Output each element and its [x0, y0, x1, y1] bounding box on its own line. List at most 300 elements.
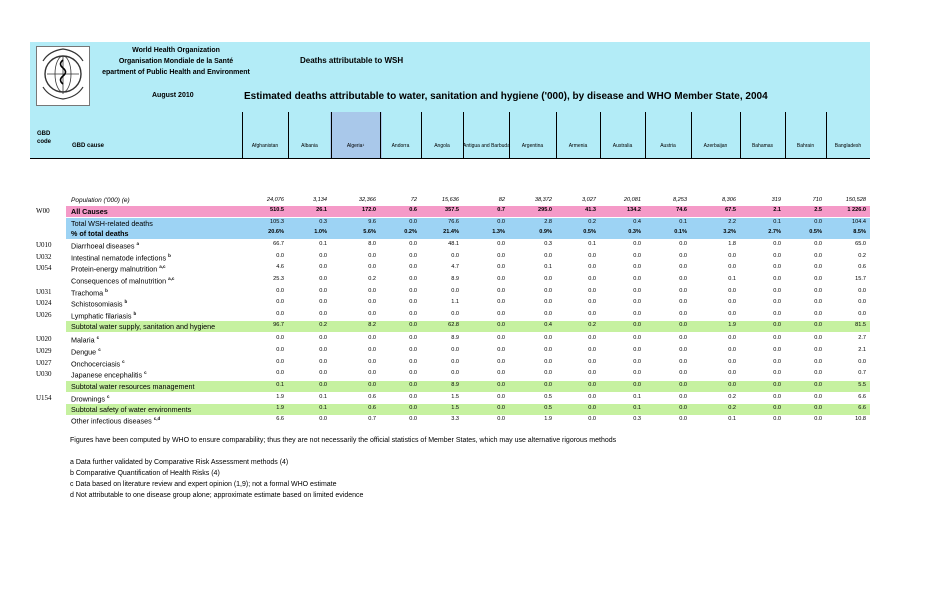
table-cell[interactable]: 0.0: [368, 299, 376, 305]
table-cell[interactable]: 62.8: [448, 322, 459, 328]
row-label-text: Subtotal water resources management: [71, 382, 195, 391]
table-cell[interactable]: 0.0: [679, 382, 687, 388]
table-cell[interactable]: 172.0: [362, 207, 376, 213]
table-cell[interactable]: 0.0: [814, 288, 822, 294]
table-cell[interactable]: 0.0: [773, 264, 781, 270]
table-cell[interactable]: 0.0: [451, 370, 459, 376]
table-cell[interactable]: 0.0: [497, 335, 505, 341]
table-cell[interactable]: 0.0: [633, 253, 641, 259]
table-cell[interactable]: 0.0: [497, 394, 505, 400]
table-cell[interactable]: 0.0: [409, 299, 417, 305]
column-header[interactable]: Angola: [434, 143, 450, 149]
table-cell[interactable]: 5.6%: [363, 229, 376, 235]
table-cell[interactable]: 0.0: [679, 264, 687, 270]
table-cell[interactable]: 0.1: [588, 241, 596, 247]
table-cell[interactable]: 0.0: [368, 347, 376, 353]
table-cell[interactable]: 0.0: [773, 382, 781, 388]
table-row: [0, 347, 937, 358]
table-cell[interactable]: 0.7: [497, 207, 505, 213]
table-cell[interactable]: 0.0: [633, 382, 641, 388]
table-cell[interactable]: 8.0: [368, 241, 376, 247]
table-cell[interactable]: 0.0: [814, 335, 822, 341]
table-cell[interactable]: 1.5: [451, 405, 459, 411]
table-cell[interactable]: 41.3: [585, 207, 596, 213]
table-cell[interactable]: 0.0: [588, 311, 596, 317]
table-cell[interactable]: 319: [771, 197, 781, 203]
table-cell[interactable]: 0.0: [409, 394, 417, 400]
table-cell[interactable]: 0.0: [276, 288, 284, 294]
table-cell[interactable]: 8.9: [451, 276, 459, 282]
table-cell[interactable]: 0.0: [773, 416, 781, 422]
table-cell[interactable]: 6.6: [858, 394, 866, 400]
table-cell[interactable]: 65.0: [855, 241, 866, 247]
table-cell[interactable]: 1.1: [451, 299, 459, 305]
table-cell[interactable]: 0.0: [319, 264, 327, 270]
table-cell[interactable]: 0.0: [679, 347, 687, 353]
table-cell[interactable]: 0.0: [728, 264, 736, 270]
table-cell[interactable]: 710: [812, 197, 822, 203]
table-cell[interactable]: 0.4: [544, 322, 552, 328]
table-cell[interactable]: 2.7: [858, 335, 866, 341]
table-cell[interactable]: 0.2%: [404, 229, 417, 235]
table-cell[interactable]: 0.0: [544, 276, 552, 282]
gbd-code: U010: [36, 241, 52, 249]
table-cell[interactable]: 1.9: [276, 405, 284, 411]
footnote-a: a Data further validated by Comparative Risk Assessment methods (4): [70, 459, 289, 466]
table-cell[interactable]: 2.1: [773, 207, 781, 213]
table-cell[interactable]: 0.0: [679, 288, 687, 294]
table-cell[interactable]: 1.5: [451, 394, 459, 400]
table-cell[interactable]: 0.0: [633, 370, 641, 376]
table-cell[interactable]: 0.0: [544, 253, 552, 259]
table-cell[interactable]: 8.2: [368, 322, 376, 328]
table-cell[interactable]: 150,528: [845, 197, 866, 203]
table-cell[interactable]: 0.0: [409, 382, 417, 388]
table-cell[interactable]: 8.9: [451, 335, 459, 341]
table-cell[interactable]: 0.0: [633, 276, 641, 282]
table-cell[interactable]: 0.0: [588, 370, 596, 376]
table-cell[interactable]: 74.6: [676, 207, 687, 213]
table-cell[interactable]: 1.8: [728, 241, 736, 247]
table-cell[interactable]: 0.2: [728, 394, 736, 400]
sheet-title: Deaths attributable to WSH: [300, 56, 404, 65]
column-header[interactable]: Armenia: [568, 143, 588, 149]
table-cell[interactable]: 0.0: [588, 347, 596, 353]
table-cell[interactable]: 1 226.0: [847, 207, 866, 213]
table-cell[interactable]: 0.0: [814, 264, 822, 270]
table-cell[interactable]: 0.1: [633, 405, 641, 411]
table-cell[interactable]: 0.0: [497, 264, 505, 270]
table-cell[interactable]: 0.0: [409, 219, 417, 225]
table-cell[interactable]: 0.0: [814, 241, 822, 247]
table-cell[interactable]: 0.6: [409, 207, 417, 213]
table-cell[interactable]: 0.0: [319, 370, 327, 376]
column-header[interactable]: Austria: [660, 143, 676, 149]
table-cell[interactable]: 0.0: [728, 311, 736, 317]
table-cell[interactable]: 0.0: [497, 253, 505, 259]
table-cell[interactable]: 0.0: [409, 322, 417, 328]
table-cell[interactable]: 0.0: [544, 288, 552, 294]
table-cell[interactable]: 0.6: [368, 405, 376, 411]
table-cell[interactable]: 0.0: [409, 347, 417, 353]
table-cell[interactable]: 0.0: [588, 382, 596, 388]
table-cell[interactable]: 0.0: [276, 253, 284, 259]
table-cell[interactable]: 0.0: [728, 299, 736, 305]
table-cell[interactable]: 0.0: [497, 359, 505, 365]
table-cell[interactable]: 0.0: [814, 394, 822, 400]
table-cell[interactable]: 0.5%: [583, 229, 596, 235]
table-cell[interactable]: 2.1: [858, 347, 866, 353]
table-cell[interactable]: 0.0: [544, 335, 552, 341]
table-cell[interactable]: 3.3: [451, 416, 459, 422]
table-cell[interactable]: 0.7: [368, 416, 376, 422]
table-cell[interactable]: 0.0: [497, 311, 505, 317]
table-cell[interactable]: 0.3: [319, 219, 327, 225]
table-cell[interactable]: 8,253: [673, 197, 687, 203]
table-cell[interactable]: 0.0: [858, 288, 866, 294]
table-cell[interactable]: 0.0: [497, 322, 505, 328]
table-cell[interactable]: 0.1: [773, 219, 781, 225]
table-cell[interactable]: 0.0: [773, 322, 781, 328]
table-cell[interactable]: 0.3: [633, 416, 641, 422]
table-cell[interactable]: 0.0: [368, 382, 376, 388]
table-cell[interactable]: 0.4: [633, 219, 641, 225]
table-cell[interactable]: 0.0: [773, 276, 781, 282]
table-cell[interactable]: 0.1: [319, 241, 327, 247]
table-cell[interactable]: 4.7: [451, 264, 459, 270]
table-cell[interactable]: 0.0: [368, 311, 376, 317]
table-cell[interactable]: 0.0: [497, 416, 505, 422]
table-cell[interactable]: 10.8: [855, 416, 866, 422]
table-cell[interactable]: 0.0: [814, 416, 822, 422]
table-cell[interactable]: 0.0: [409, 359, 417, 365]
column-header[interactable]: Australia: [612, 143, 633, 149]
table-cell[interactable]: 0.1: [319, 405, 327, 411]
table-cell[interactable]: 15,636: [441, 197, 459, 203]
table-cell[interactable]: 0.0: [773, 241, 781, 247]
table-cell[interactable]: 0.0: [814, 370, 822, 376]
table-cell[interactable]: 0.0: [368, 335, 376, 341]
table-cell[interactable]: 0.0: [368, 288, 376, 294]
table-cell[interactable]: 81.5: [855, 322, 866, 328]
table-cell[interactable]: 0.0: [409, 276, 417, 282]
table-cell[interactable]: 20.6%: [268, 229, 284, 235]
table-cell[interactable]: 0.0: [497, 276, 505, 282]
table-cell[interactable]: 0.0: [814, 405, 822, 411]
table-cell[interactable]: 0.0: [814, 359, 822, 365]
table-cell[interactable]: 25.3: [273, 276, 284, 282]
table-cell[interactable]: 0.0: [773, 335, 781, 341]
table-cell[interactable]: 72: [410, 197, 417, 203]
table-cell[interactable]: 0.0: [276, 299, 284, 305]
table-cell[interactable]: 0.0: [858, 359, 866, 365]
table-cell[interactable]: 0.0: [773, 347, 781, 353]
table-cell[interactable]: 0.0: [588, 253, 596, 259]
table-cell[interactable]: 3.2%: [723, 229, 736, 235]
table-cell[interactable]: 0.0: [409, 370, 417, 376]
table-cell[interactable]: 2.8: [544, 219, 552, 225]
table-cell[interactable]: 6.6: [276, 416, 284, 422]
table-cell[interactable]: 0.0: [633, 322, 641, 328]
table-cell[interactable]: 0.1: [633, 394, 641, 400]
table-cell[interactable]: 1.0%: [314, 229, 327, 235]
table-cell[interactable]: 0.0: [451, 359, 459, 365]
table-cell[interactable]: 0.0: [276, 370, 284, 376]
gbd-code: U020: [36, 335, 52, 343]
table-cell[interactable]: 0.3%: [628, 229, 641, 235]
table-cell[interactable]: 0.0: [451, 311, 459, 317]
table-cell[interactable]: 2.2: [728, 219, 736, 225]
table-cell[interactable]: 0.0: [679, 299, 687, 305]
table-cell[interactable]: 20,081: [623, 197, 641, 203]
table-cell[interactable]: 96.7: [273, 322, 284, 328]
column-header[interactable]: Andorra: [391, 143, 410, 149]
table-cell[interactable]: 0.5: [544, 405, 552, 411]
table-cell[interactable]: 8,306: [722, 197, 736, 203]
table-cell[interactable]: 0.0: [679, 253, 687, 259]
table-cell[interactable]: 0.0: [276, 347, 284, 353]
table-cell[interactable]: 0.0: [409, 288, 417, 294]
table-cell[interactable]: 4.6: [276, 264, 284, 270]
column-header[interactable]: Antigua and Barbuda: [463, 143, 510, 149]
table-cell[interactable]: 0.0: [814, 299, 822, 305]
table-cell[interactable]: 0.0: [497, 241, 505, 247]
table-cell[interactable]: 0.0: [451, 347, 459, 353]
table-cell[interactable]: 0.5%: [809, 229, 822, 235]
table-cell[interactable]: 0.0: [773, 288, 781, 294]
table-cell[interactable]: 0.1: [679, 219, 687, 225]
table-cell[interactable]: 0.0: [451, 288, 459, 294]
table-cell[interactable]: 0.0: [276, 359, 284, 365]
column-header[interactable]: Afghanistan: [251, 143, 279, 149]
table-cell[interactable]: 0.6: [858, 264, 866, 270]
table-cell[interactable]: 2.5: [814, 207, 822, 213]
table-cell[interactable]: 0.6: [368, 394, 376, 400]
table-cell[interactable]: 1.9: [728, 322, 736, 328]
table-cell[interactable]: 0.0: [544, 359, 552, 365]
table-cell[interactable]: 0.2: [588, 219, 596, 225]
column-header[interactable]: Bangladesh: [834, 143, 862, 149]
table-cell[interactable]: 0.2: [728, 405, 736, 411]
table-cell[interactable]: 0.0: [588, 276, 596, 282]
table-cell[interactable]: 0.0: [319, 382, 327, 388]
table-cell[interactable]: 0.0: [276, 311, 284, 317]
table-cell[interactable]: 0.0: [319, 359, 327, 365]
table-cell[interactable]: 0.9%: [539, 229, 552, 235]
table-cell[interactable]: 0.2: [368, 276, 376, 282]
column-header[interactable]: Azerbaijan: [703, 143, 728, 149]
table-cell[interactable]: 2.7%: [768, 229, 781, 235]
table-cell[interactable]: 48.1: [448, 241, 459, 247]
table-cell[interactable]: 26.1: [316, 207, 327, 213]
table-cell[interactable]: 0.0: [544, 370, 552, 376]
table-cell[interactable]: 0.0: [319, 299, 327, 305]
column-header[interactable]: Argentina: [521, 143, 544, 149]
column-header[interactable]: Bahamas: [751, 143, 774, 149]
table-cell[interactable]: 0.0: [633, 335, 641, 341]
table-cell[interactable]: 0.2: [319, 322, 327, 328]
table-cell[interactable]: 0.0: [633, 288, 641, 294]
table-cell[interactable]: 38,372: [534, 197, 552, 203]
table-cell[interactable]: 0.0: [588, 288, 596, 294]
table-cell[interactable]: 0.0: [588, 264, 596, 270]
table-cell[interactable]: 8.5%: [853, 229, 866, 235]
table-cell[interactable]: 8.9: [451, 382, 459, 388]
table-cell[interactable]: 0.0: [773, 253, 781, 259]
table-cell[interactable]: 357.5: [445, 207, 459, 213]
table-cell[interactable]: 0.0: [368, 359, 376, 365]
table-cell[interactable]: 0.0: [728, 288, 736, 294]
table-cell[interactable]: 0.0: [814, 276, 822, 282]
table-cell[interactable]: 0.0: [588, 394, 596, 400]
table-cell[interactable]: 0.0: [679, 370, 687, 376]
table-cell[interactable]: 0.0: [497, 288, 505, 294]
table-cell[interactable]: 0.0: [588, 335, 596, 341]
table-cell[interactable]: 0.0: [588, 299, 596, 305]
table-cell[interactable]: 0.0: [409, 335, 417, 341]
table-cell[interactable]: 0.0: [497, 405, 505, 411]
table-cell[interactable]: 0.1: [319, 394, 327, 400]
table-cell[interactable]: 15.7: [855, 276, 866, 282]
table-cell[interactable]: 3,027: [582, 197, 596, 203]
table-cell[interactable]: 295.0: [538, 207, 552, 213]
table-cell[interactable]: 0.0: [633, 241, 641, 247]
table-cell[interactable]: 0.0: [451, 253, 459, 259]
table-cell[interactable]: 0.0: [319, 288, 327, 294]
table-cell[interactable]: 0.0: [544, 299, 552, 305]
table-cell[interactable]: 0.0: [773, 370, 781, 376]
table-cell[interactable]: 21.4%: [443, 229, 459, 235]
table-cell[interactable]: 0.0: [319, 335, 327, 341]
table-cell[interactable]: 0.7: [858, 370, 866, 376]
table-cell[interactable]: 0.0: [679, 276, 687, 282]
table-cell[interactable]: 0.0: [497, 347, 505, 353]
table-cell[interactable]: 0.0: [679, 311, 687, 317]
table-cell[interactable]: 0.0: [814, 382, 822, 388]
table-cell[interactable]: 0.0: [409, 253, 417, 259]
table-cell[interactable]: 0.0: [773, 394, 781, 400]
table-cell[interactable]: 0.0: [409, 241, 417, 247]
table-cell[interactable]: 0.0: [814, 311, 822, 317]
table-cell[interactable]: 1.3%: [492, 229, 505, 235]
table-cell[interactable]: 0.0: [633, 347, 641, 353]
table-cell[interactable]: 0.0: [409, 405, 417, 411]
table-cell[interactable]: 0.1%: [674, 229, 687, 235]
table-cell[interactable]: 0.0: [679, 359, 687, 365]
table-cell[interactable]: 0.0: [319, 311, 327, 317]
table-cell[interactable]: 0.0: [728, 347, 736, 353]
table-cell[interactable]: 0.0: [679, 416, 687, 422]
table-cell[interactable]: 0.2: [858, 253, 866, 259]
table-cell[interactable]: 0.0: [728, 359, 736, 365]
table-cell[interactable]: 0.0: [319, 347, 327, 353]
table-cell[interactable]: 0.0: [588, 416, 596, 422]
table-cell[interactable]: 0.0: [728, 382, 736, 388]
column-header[interactable]: Algeria¹: [346, 143, 365, 149]
table-cell[interactable]: 24,076: [266, 197, 284, 203]
table-cell[interactable]: 104.4: [852, 219, 866, 225]
table-cell[interactable]: 5.5: [858, 382, 866, 388]
table-cell[interactable]: 0.2: [588, 322, 596, 328]
table-cell[interactable]: 0.1: [276, 382, 284, 388]
table-cell[interactable]: 0.0: [544, 382, 552, 388]
table-cell[interactable]: 0.0: [728, 370, 736, 376]
table-cell[interactable]: 0.0: [633, 264, 641, 270]
table-cell[interactable]: 66.7: [273, 241, 284, 247]
table-cell[interactable]: 0.1: [728, 416, 736, 422]
table-cell[interactable]: 0.0: [728, 335, 736, 341]
table-cell[interactable]: 0.5: [544, 394, 552, 400]
table-cell[interactable]: 0.3: [544, 241, 552, 247]
table-cell[interactable]: 0.0: [814, 219, 822, 225]
table-cell[interactable]: 0.0: [633, 299, 641, 305]
table-cell[interactable]: 0.0: [858, 299, 866, 305]
table-cell[interactable]: 0.0: [544, 347, 552, 353]
table-cell[interactable]: 0.0: [773, 311, 781, 317]
table-cell[interactable]: 0.0: [368, 370, 376, 376]
table-cell[interactable]: 0.0: [319, 416, 327, 422]
table-cell[interactable]: 0.0: [728, 253, 736, 259]
table-cell[interactable]: 3,134: [313, 197, 327, 203]
table-cell[interactable]: 0.0: [588, 405, 596, 411]
table-cell[interactable]: 510.5: [270, 207, 284, 213]
table-cell[interactable]: 0.0: [679, 394, 687, 400]
table-cell[interactable]: 0.1: [728, 276, 736, 282]
table-cell[interactable]: 1.9: [276, 394, 284, 400]
column-header[interactable]: Albania: [301, 143, 318, 149]
table-cell[interactable]: 0.0: [773, 359, 781, 365]
table-cell[interactable]: 0.0: [814, 322, 822, 328]
table-cell[interactable]: 0.0: [814, 253, 822, 259]
table-cell[interactable]: 9.6: [368, 219, 376, 225]
table-cell[interactable]: 0.0: [497, 382, 505, 388]
table-cell[interactable]: 1.9: [544, 416, 552, 422]
table-cell[interactable]: 0.0: [368, 253, 376, 259]
table-cell[interactable]: 0.0: [773, 405, 781, 411]
table-cell[interactable]: 0.0: [814, 347, 822, 353]
table-cell[interactable]: 0.0: [319, 276, 327, 282]
table-cell[interactable]: 0.0: [633, 359, 641, 365]
table-cell[interactable]: 0.0: [679, 405, 687, 411]
table-cell[interactable]: 105.3: [270, 219, 284, 225]
table-cell[interactable]: 0.0: [858, 311, 866, 317]
table-cell[interactable]: 32,366: [358, 197, 376, 203]
table-cell[interactable]: 0.0: [588, 359, 596, 365]
table-cell[interactable]: 0.0: [497, 370, 505, 376]
table-cell[interactable]: 82: [498, 197, 505, 203]
table-cell[interactable]: 0.0: [633, 311, 641, 317]
column-header[interactable]: Bahrain: [796, 143, 815, 149]
table-cell[interactable]: 0.0: [544, 311, 552, 317]
table-cell[interactable]: 0.0: [319, 253, 327, 259]
table-cell[interactable]: 0.0: [679, 241, 687, 247]
table-cell[interactable]: 0.0: [409, 311, 417, 317]
table-cell[interactable]: 0.0: [497, 299, 505, 305]
table-cell[interactable]: 0.0: [679, 335, 687, 341]
table-cell[interactable]: 76.6: [448, 219, 459, 225]
table-cell[interactable]: 0.0: [368, 264, 376, 270]
table-cell[interactable]: 0.0: [773, 299, 781, 305]
table-cell[interactable]: 0.0: [497, 219, 505, 225]
table-cell[interactable]: 0.1: [544, 264, 552, 270]
table-cell[interactable]: 6.6: [858, 405, 866, 411]
table-cell[interactable]: 134.2: [627, 207, 641, 213]
table-cell[interactable]: 0.0: [276, 335, 284, 341]
table-cell[interactable]: 0.0: [409, 416, 417, 422]
table-cell[interactable]: 0.0: [409, 264, 417, 270]
table-cell[interactable]: 67.5: [725, 207, 736, 213]
table-cell[interactable]: 0.0: [679, 322, 687, 328]
